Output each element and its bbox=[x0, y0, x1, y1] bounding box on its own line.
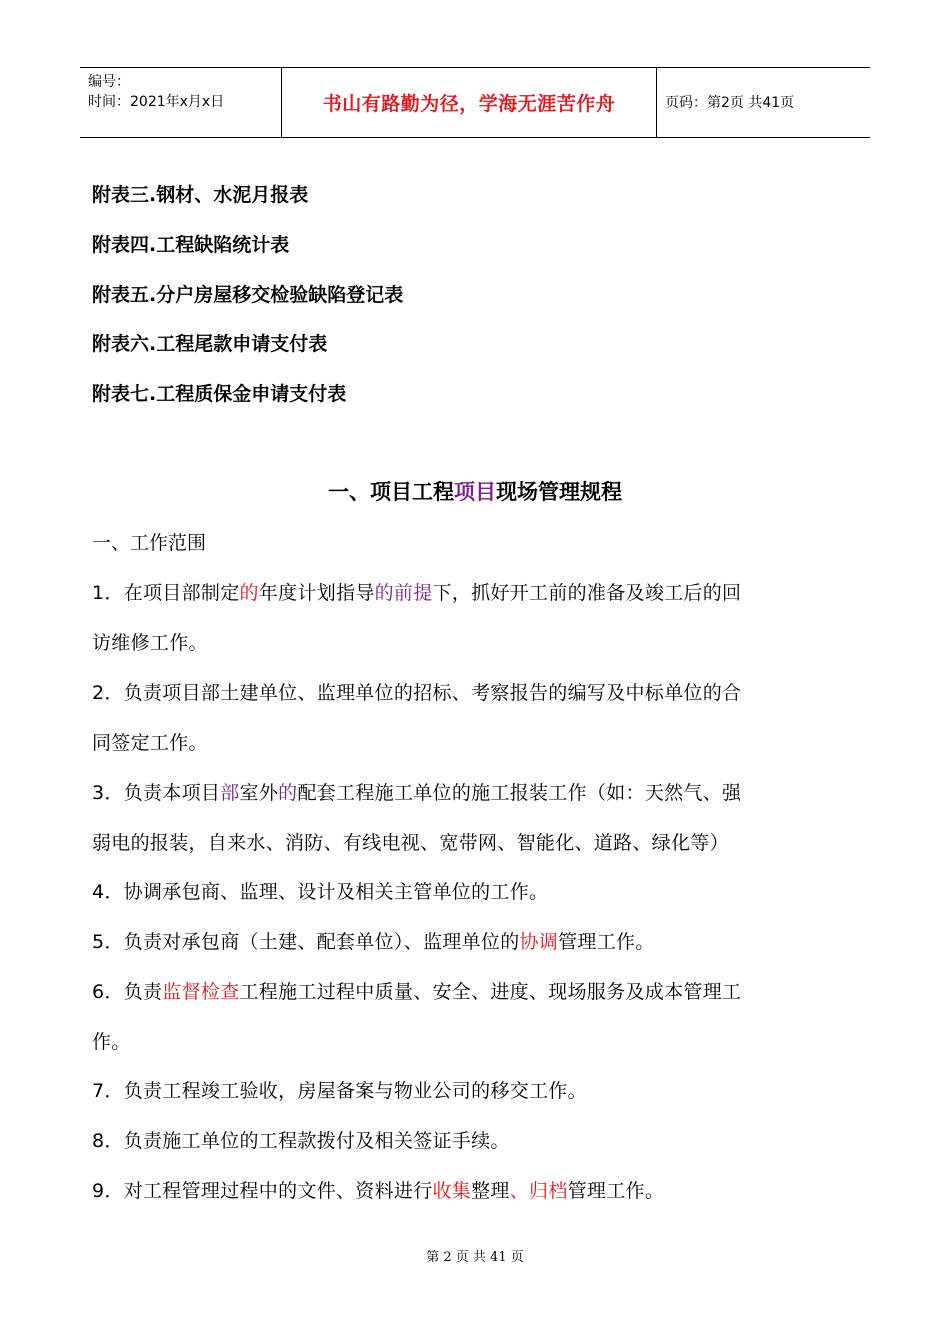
scope-item-8: 8．负责施工单位的工程款拨付及相关签证手续。 bbox=[92, 1130, 510, 1152]
section-title-part: 现场管理规程 bbox=[496, 480, 622, 504]
scope-item-3 bbox=[92, 778, 741, 805]
scope-item-3-cont: 弱电的报装，自来水、消防、有线电视、宽带网、智能化、道路、绿化等） bbox=[92, 832, 729, 854]
header-meta bbox=[88, 72, 224, 112]
scope-item-7: 7．负责工程竣工验收，房屋备案与物业公司的移交工作。 bbox=[92, 1080, 587, 1102]
highlight-red: 监督检查 bbox=[162, 981, 240, 1003]
highlight-purple: 的前提 bbox=[374, 582, 433, 604]
text-run: 管理工作。 bbox=[558, 931, 655, 953]
header-divider bbox=[656, 68, 657, 137]
text-run: 配套工程施工单位的施工报装工作（如：天然气、强 bbox=[297, 782, 742, 804]
appendix-item: 附表七.工程质保金申请支付表 bbox=[92, 383, 347, 405]
scope-item-4: 4．协调承包商、监理、设计及相关主管单位的工作。 bbox=[92, 881, 549, 903]
text-run: 6．负责 bbox=[92, 981, 163, 1003]
text-run: 3．负责本项目 bbox=[92, 782, 221, 804]
text-run: 5．负责对承包商（土建、配套单位）、监理单位的 bbox=[92, 931, 520, 953]
subsection-heading: 一、工作范围 bbox=[92, 532, 207, 554]
appendix-item: 附表四.工程缺陷统计表 bbox=[92, 234, 290, 256]
text-run: 1．在项目部制定 bbox=[92, 582, 240, 604]
scope-item-6 bbox=[92, 977, 741, 1004]
highlight-purple: 部 bbox=[220, 782, 240, 804]
appendix-item: 附表三.钢材、水泥月报表 bbox=[92, 184, 309, 206]
text-run: 室外 bbox=[239, 782, 279, 804]
header-divider bbox=[281, 68, 282, 137]
highlight-red: 的 bbox=[239, 582, 259, 604]
scope-item-1 bbox=[92, 578, 741, 605]
scope-item-9 bbox=[92, 1176, 664, 1203]
highlight-red: 收集 bbox=[432, 1180, 472, 1202]
document-header bbox=[80, 67, 870, 138]
highlight-purple: 的 bbox=[278, 782, 298, 804]
section-title-highlight: 项目 bbox=[454, 480, 496, 504]
text-run: 年度计划指导 bbox=[258, 582, 375, 604]
appendix-item: 附表五.分户房屋移交检验缺陷登记表 bbox=[92, 284, 404, 306]
scope-item-2-cont: 同签定工作。 bbox=[92, 732, 208, 754]
text-run: 下，抓好开工前的准备及竣工后的回 bbox=[432, 582, 742, 604]
appendix-item: 附表六.工程尾款申请支付表 bbox=[92, 333, 328, 355]
text-run: 工程施工过程中质量、安全、进度、现场服务及成本管理工 bbox=[239, 981, 742, 1003]
highlight-red: 协调 bbox=[519, 931, 559, 953]
header-page-info: 页码：第2页 共41页 bbox=[665, 95, 795, 111]
scope-item-5 bbox=[92, 927, 655, 954]
highlight-red: 、归档 bbox=[509, 1180, 568, 1202]
section-title bbox=[0, 476, 950, 506]
section-title-part: 一、项目工程 bbox=[328, 480, 454, 504]
document-date: 时间：2021年x月x日 bbox=[88, 94, 225, 110]
text-run: 9．对工程管理过程中的文件、资料进行 bbox=[92, 1180, 433, 1202]
text-run: 整理 bbox=[471, 1180, 510, 1202]
text-run: 管理工作。 bbox=[567, 1180, 665, 1202]
scope-item-2: 2．负责项目部土建单位、监理单位的招标、考察报告的编写及中标单位的合 bbox=[92, 682, 742, 704]
scope-item-6-cont: 作。 bbox=[92, 1031, 131, 1053]
scope-item-1-cont: 访维修工作。 bbox=[92, 632, 208, 654]
header-motto: 书山有路勤为径，学海无涯苦作舟 bbox=[322, 93, 616, 115]
document-number-label: 编号： bbox=[88, 74, 130, 90]
page-footer: 第 2 页 共 41 页 bbox=[426, 1250, 524, 1265]
